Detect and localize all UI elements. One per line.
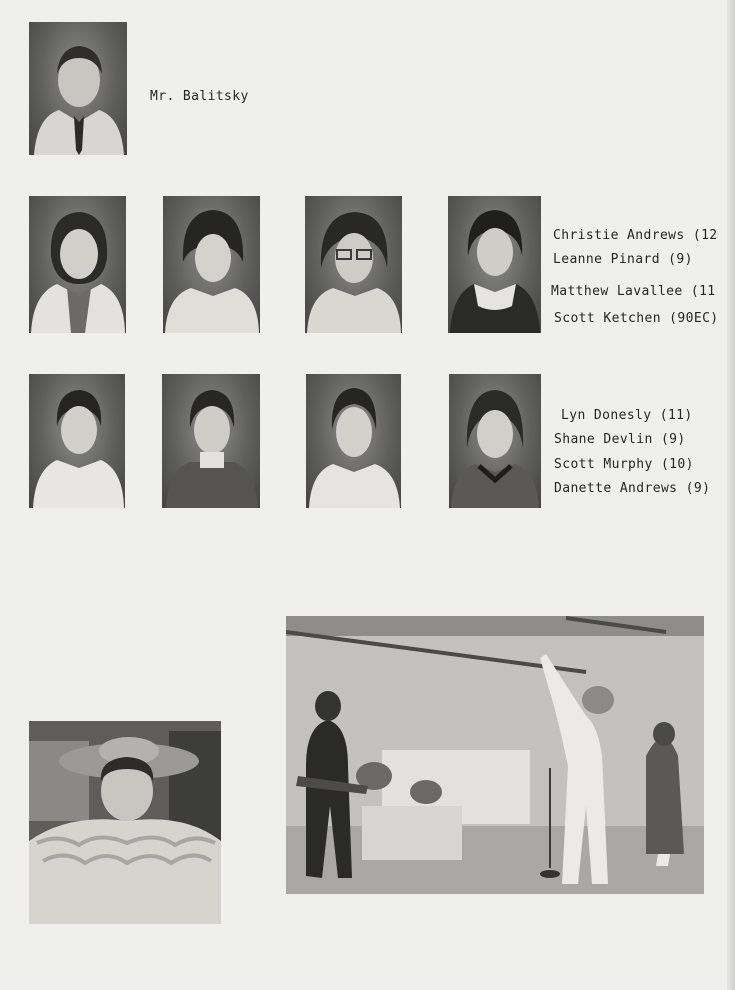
portrait-danette-andrews [449,374,541,508]
row2-name-3: Scott Murphy (10) [554,457,694,472]
portrait-leanne-pinard [163,196,260,333]
portrait-matthew-lavallee [305,196,402,333]
row2-name-1: Lyn Donesly (11) [561,408,693,423]
row1-name-2: Leanne Pinard (9) [553,252,693,267]
row1-name-4: Scott Ketchen (90EC) [554,311,719,326]
portrait-scott-ketchen [448,196,541,333]
row1-name-1: Christie Andrews (12 [553,228,718,243]
candid-photo-costume [29,721,221,924]
portrait-christie-andrews [29,196,126,333]
portrait-scott-murphy [306,374,401,508]
row2-name-4: Danette Andrews (9) [554,481,711,496]
teacher-name: Mr. Balitsky [150,89,249,104]
candid-photo-stage [286,616,704,894]
page-edge [727,0,735,990]
row2-name-2: Shane Devlin (9) [554,432,686,447]
row1-name-3: Matthew Lavallee (11 [551,284,716,299]
portrait-shane-devlin [162,374,260,508]
teacher-portrait [29,22,127,155]
portrait-lyn-donesly [29,374,125,508]
